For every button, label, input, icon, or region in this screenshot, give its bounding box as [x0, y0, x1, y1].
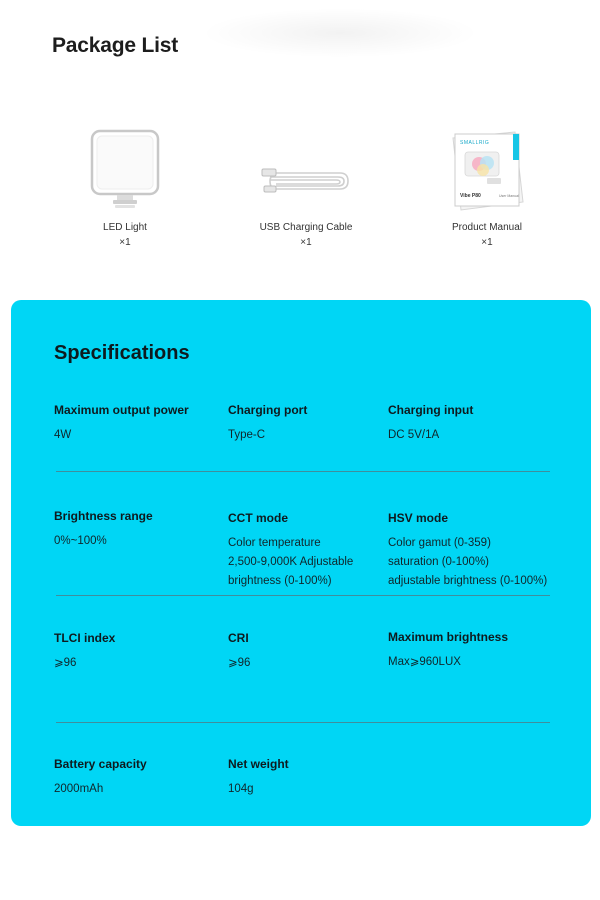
spec-label: Charging input [388, 403, 474, 417]
specifications-panel [11, 300, 591, 826]
spec-value: DC 5V/1A [388, 429, 440, 441]
spec-label: Brightness range [54, 509, 153, 523]
spec-battery-capacity [54, 757, 147, 799]
spec-value-line: Color gamut (0-359) [388, 537, 491, 549]
spec-value: ⩾96 [228, 657, 251, 669]
decorative-shadow [200, 8, 480, 58]
spec-brightness-range [54, 509, 153, 551]
manual-caption-text: User Manual [499, 194, 519, 198]
package-item-product-manual [417, 128, 557, 248]
spec-value: Type-C [228, 429, 266, 441]
item-name: LED Light [103, 222, 147, 233]
item-quantity: ×1 [119, 237, 131, 248]
spec-label: CRI [228, 631, 249, 645]
spec-value: ⩾96 [54, 657, 77, 669]
spec-value-line: saturation (0-100%) [388, 556, 489, 568]
row-divider [56, 471, 550, 472]
package-item-led-light [55, 128, 195, 248]
spec-net-weight [228, 757, 289, 799]
item-name: USB Charging Cable [259, 222, 353, 233]
specifications-title: Specifications [54, 342, 190, 364]
manual-model-text: Vibe P80 [460, 193, 481, 199]
spec-label: Maximum output power [54, 403, 189, 417]
spec-charging-input [388, 403, 473, 445]
spec-value: 4W [54, 429, 72, 441]
item-quantity: ×1 [481, 237, 493, 248]
spec-charging-port [228, 403, 307, 445]
package-item-usb-cable [236, 128, 376, 248]
spec-label: Net weight [228, 757, 289, 771]
spec-cct-mode [228, 511, 353, 591]
item-name: Product Manual [451, 222, 523, 233]
spec-value-line: 2,500-9,000K Adjustable [228, 556, 354, 568]
package-list-title: Package List [52, 34, 178, 57]
spec-value-line: brightness (0-100%) [228, 575, 332, 587]
spec-value: 104g [228, 783, 254, 795]
spec-label: TLCI index [54, 631, 116, 645]
spec-label: Maximum brightness [388, 630, 509, 644]
spec-cri [228, 631, 250, 673]
item-quantity: ×1 [300, 237, 312, 248]
manual-icon [417, 128, 557, 218]
spec-value-line: adjustable brightness (0-100%) [388, 575, 548, 587]
spec-tlci-index [54, 631, 115, 673]
spec-label: Charging port [228, 403, 308, 417]
row-divider [56, 722, 550, 723]
spec-value: 0%~100% [54, 535, 107, 547]
led-light-icon [55, 128, 195, 218]
spec-label: HSV mode [388, 511, 449, 525]
spec-value: 2000mAh [54, 783, 104, 795]
spec-label: CCT mode [228, 511, 288, 525]
spec-hsv-mode [388, 511, 547, 591]
spec-label: Battery capacity [54, 757, 147, 771]
row-divider [56, 595, 550, 596]
manual-brand-text: SMALLRIG [460, 140, 490, 146]
spec-value-line: Color temperature [228, 537, 321, 549]
spec-maximum-brightness [388, 630, 508, 672]
spec-max-output-power [54, 403, 189, 445]
usb-cable-icon [236, 128, 376, 218]
spec-value: Max⩾960LUX [388, 656, 461, 668]
